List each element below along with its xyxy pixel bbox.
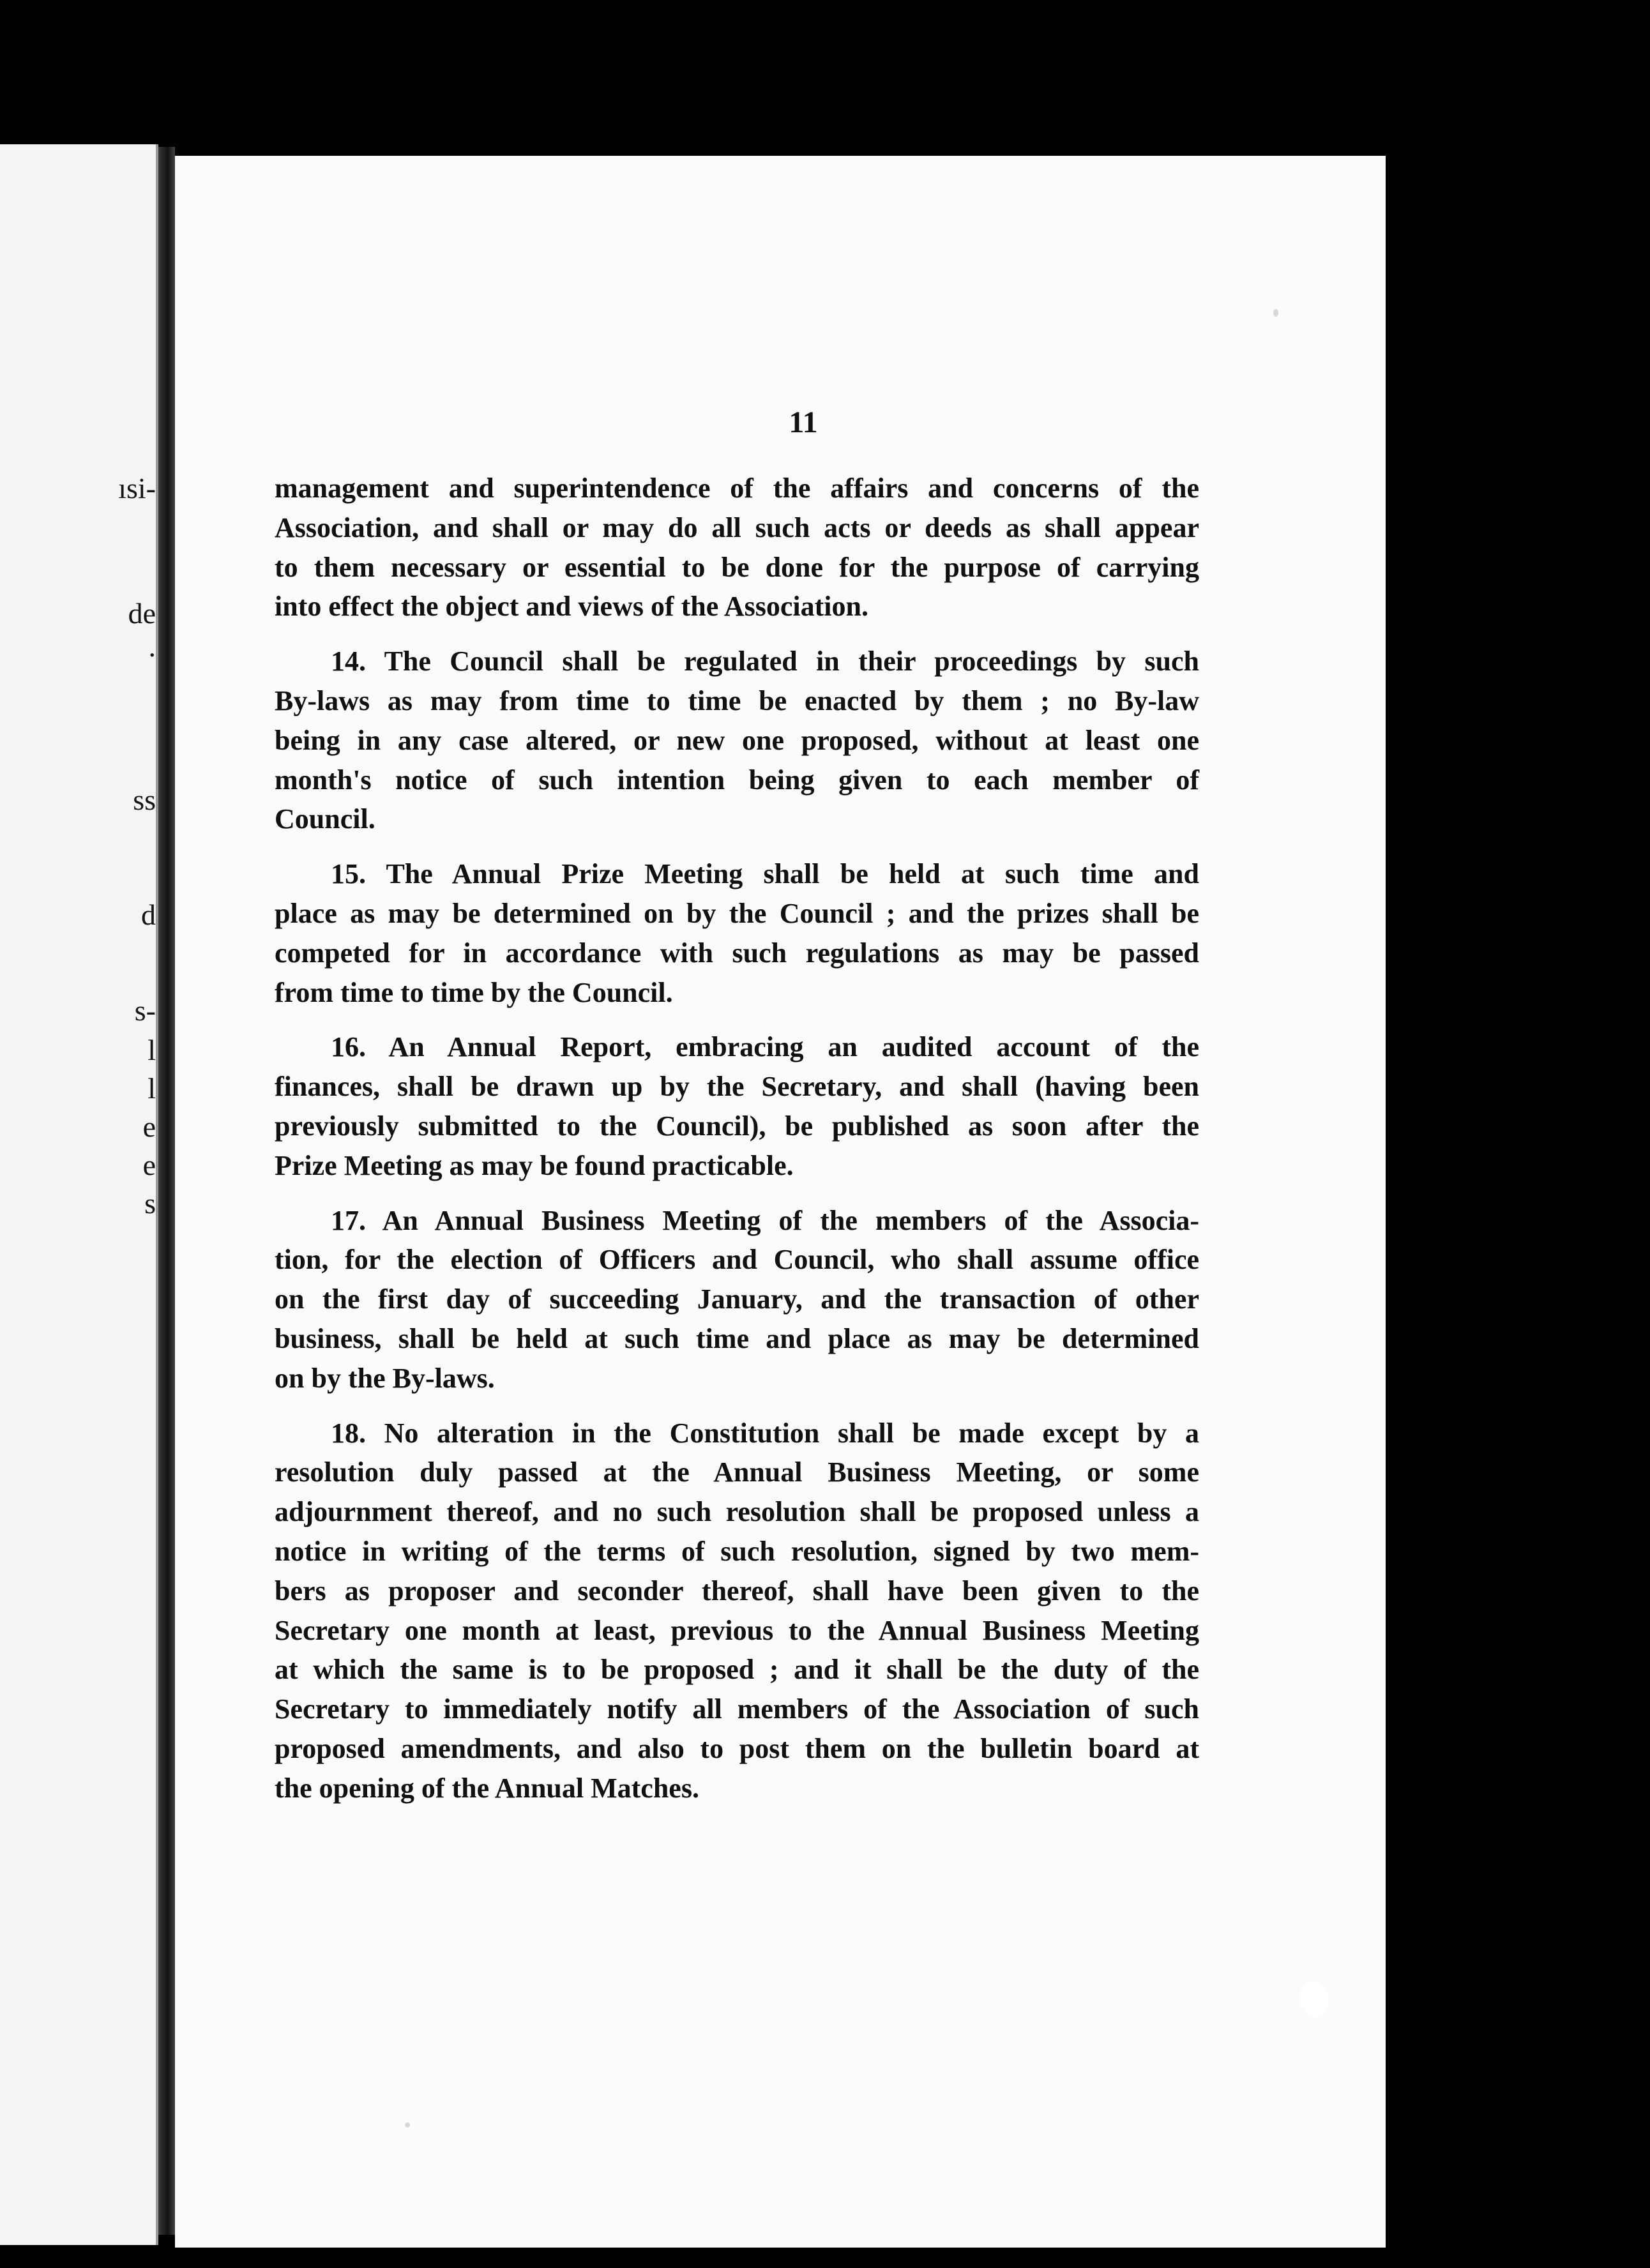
left-page-edge — [0, 144, 158, 2245]
left-page-fragment: l — [148, 1034, 156, 1066]
text-line: Association, and shall or may do all such acts or deeds as shall appear — [275, 511, 1199, 543]
page-number: 11 — [789, 405, 818, 439]
text-line: month's notice of such intention being given to each member of — [275, 764, 1199, 796]
text-line: notice in writing of the terms of such resolution, signed by two mem- — [275, 1535, 1199, 1567]
text-line: 16. An Annual Report, embracing an audited account of the — [331, 1031, 1199, 1063]
left-page-fragment: d — [141, 898, 156, 931]
text-line: Secretary to immediately notify all members of the Association of such — [275, 1693, 1199, 1725]
text-line: previously submitted to the Council), be published as soon after the — [275, 1110, 1199, 1142]
text-line: business, shall be held at such time and place as may be determined — [275, 1322, 1199, 1354]
text-line: the opening of the Annual Matches. — [275, 1772, 699, 1804]
document-page — [175, 156, 1386, 2248]
left-page-fragment: ss — [133, 783, 156, 816]
book-spine-gutter — [158, 147, 175, 2235]
text-line: to them necessary or essential to be done for the purpose of carrying — [275, 551, 1199, 583]
paragraph-15 — [275, 854, 1199, 1012]
left-page-fragment: s — [144, 1187, 156, 1220]
text-line: Council. — [275, 803, 375, 835]
paragraph-18 — [275, 1414, 1199, 1808]
text-line: 14. The Council shall be regulated in their proceedings by such — [331, 646, 1199, 677]
paragraph-16 — [275, 1027, 1199, 1185]
left-page-fragment: . — [148, 630, 156, 663]
paragraph — [275, 469, 1199, 626]
text-line: finances, shall be drawn up by the Secretary, and shall (having been — [275, 1071, 1199, 1103]
paragraph-17 — [275, 1201, 1199, 1398]
text-line: 17. An Annual Business Meeting of the members of the Associa- — [331, 1204, 1199, 1236]
text-line: competed for in accordance with such regulations as may be passed — [275, 937, 1199, 969]
text-line: on the first day of succeeding January, and the transaction of other — [275, 1283, 1199, 1315]
text-line: from time to time by the Council. — [275, 976, 673, 1008]
text-line: adjournment thereof, and no such resolution shall be proposed unless a — [275, 1496, 1199, 1528]
text-line: into effect the object and views of the Association. — [275, 591, 868, 623]
text-line: By-laws as may from time to time be enacted by them ; no By-law — [275, 684, 1199, 716]
left-page-fragment: s- — [134, 994, 156, 1027]
left-page-fragment: e — [142, 1110, 156, 1143]
scan-artifact-blob — [1300, 1982, 1328, 2018]
paper-speck — [405, 2122, 410, 2128]
left-page-fragment: l — [148, 1072, 156, 1105]
left-page-fragment: ısi- — [118, 472, 156, 504]
text-line: tion, for the election of Officers and Council, who shall assume office — [275, 1244, 1199, 1276]
text-line: on by the By-laws. — [275, 1362, 495, 1394]
text-line: at which the same is to be proposed ; and it shall be the duty of the — [275, 1654, 1199, 1686]
paragraph-14 — [275, 642, 1199, 839]
text-line: management and superintendence of the affairs and concerns of the — [275, 472, 1199, 504]
text-line: proposed amendments, and also to post them on the bulletin board at — [275, 1732, 1199, 1764]
text-line: resolution duly passed at the Annual Business Meeting, or some — [275, 1456, 1199, 1488]
text-line: Prize Meeting as may be found practicable. — [275, 1149, 794, 1181]
left-page-fragment: de — [128, 597, 156, 630]
text-line: being in any case altered, or new one proposed, without at least one — [275, 724, 1199, 756]
body-text — [275, 469, 1199, 1824]
text-line: place as may be determined on by the Council ; and the prizes shall be — [275, 897, 1199, 929]
text-line: 18. No alteration in the Constitution shall be made except by a — [331, 1417, 1199, 1449]
text-line: Secretary one month at least, previous to the Annual Business Meeting — [275, 1614, 1199, 1646]
left-page-fragment: e — [142, 1149, 156, 1181]
text-line: 15. The Annual Prize Meeting shall be held at such time and — [331, 858, 1199, 890]
paper-speck — [1273, 309, 1278, 317]
text-line: bers as proposer and seconder thereof, shall have been given to the — [275, 1575, 1199, 1606]
